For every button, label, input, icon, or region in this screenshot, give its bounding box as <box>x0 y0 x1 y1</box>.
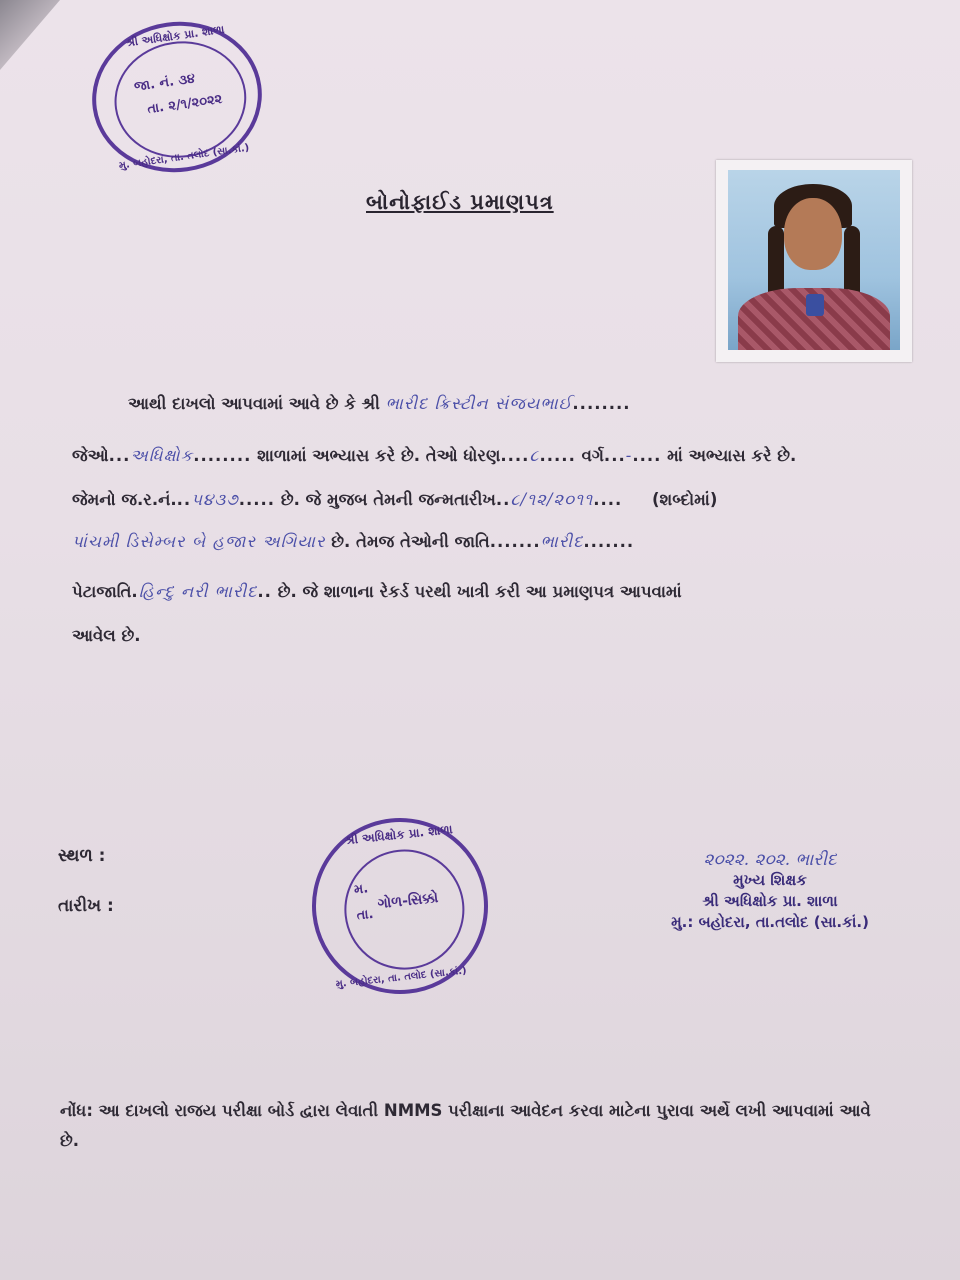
standard-value: ૮ <box>529 446 540 465</box>
text-l1-prefix: આથી દાખલો આપવામાં આવે છે કે શ્રી <box>128 394 380 413</box>
body-line-4: પાંચમી ડિસેમ્બર બે હજાર અગિયાર છે. તેમજ તેઓની જાતિ.......ભારીદ....... <box>72 532 635 551</box>
caste-value: ભારીદ <box>540 532 584 551</box>
division-value: - <box>625 446 633 465</box>
text-l5-a: પેટાજાતિ <box>72 582 132 601</box>
stamp-center-a: મ. <box>353 881 369 898</box>
text-l2-d: માં અભ્યાસ કરે છે. <box>667 446 797 465</box>
register-number: ૫૪૩૭ <box>191 490 239 509</box>
text-l3-b: છે. જે મુજબ તેમની જન્મતારીખ <box>280 490 496 509</box>
signature-block <box>640 850 900 933</box>
school-name: અધિક્ષોક <box>130 446 194 465</box>
text-l2-a: જેઓ <box>72 446 109 465</box>
stamp-ring-bottom: મુ. બહોદરા, તા. તલોદ (સા.કાં.) <box>335 965 468 991</box>
text-l2-b: શાળામાં અભ્યાસ કરે છે. તેઓ ધોરણ <box>257 446 501 465</box>
place-label: સ્થળ : <box>58 846 106 866</box>
text-l6: આવેલ છે. <box>72 626 141 645</box>
stamp-ring-bottom: મુ. બહોદરા, તા. તલોદ (સા.કાં.) <box>118 142 250 172</box>
text-l4-b: છે. તેમજ તેઓની જાતિ <box>331 532 490 551</box>
stamp-date: તા. ૨/૧/૨૦૨૨ <box>146 91 224 118</box>
stamp-center-c: ગોળ-સિક્કો <box>376 890 440 913</box>
signature-address: મુ.: બહોદરા, તા.તલોદ (સા.કાં.) <box>671 913 869 931</box>
text-l3-a: જેમનો જ.ર.નં. <box>72 490 177 509</box>
handwritten-signature: ૨૦૨૨. ૨૦૨. ભારીદ <box>703 850 837 870</box>
body-line-1: આથી દાખલો આપવામાં આવે છે કે શ્રી ભારીદ ક્રિસ્ટીન સંજયભાઈ........ <box>128 394 631 413</box>
body-line-6 <box>72 626 912 646</box>
signature-role: મુખ્ય શિક્ષક <box>733 871 807 889</box>
stamp-ring-text: શ્રી અધિક્ષોક પ્રા. શાળા <box>125 22 226 50</box>
signature-school: શ્રી અધિક્ષોક પ્રા. શાળા <box>702 892 838 910</box>
student-photo <box>716 160 912 362</box>
stamp-number: જા. નં. ૩૪ <box>133 71 197 95</box>
subcaste-value: હિન્દુ નરી ભારીદ <box>138 582 258 601</box>
text-l5-b: છે. જે શાળાના રેકર્ડ પરથી ખાત્રી કરી આ પ્રમાણપત્ર આપવામાં <box>277 582 682 601</box>
birth-date: ૮/૧૨/૨૦૧૧ <box>510 490 594 509</box>
stamp-center-b: તા. <box>356 906 375 924</box>
body-line-2: જેઓ...અધિક્ષોક........ શાળામાં અભ્યાસ કરે છે. તેઓ ધોરણ....૮..... વર્ગ...-.... માં અભ્યાસ કરે છે. <box>72 446 797 465</box>
date-label: તારીખ : <box>58 896 114 916</box>
text-l2-c: વર્ગ <box>581 446 604 465</box>
certificate-title: બોનોફાઈડ પ્રમાણપત્ર <box>366 190 554 214</box>
paper-corner-shadow <box>0 0 60 70</box>
text-l3-c: (શબ્દોમાં) <box>652 490 718 509</box>
student-name: ભારીદ ક્રિસ્ટીન સંજયભાઈ <box>385 394 573 413</box>
stamp-ring-text: શ્રી અધિક્ષોક પ્રા. શાળા <box>344 822 454 848</box>
school-stamp-bottom <box>303 809 496 1002</box>
footer-note: નોંધ: આ દાખલો રાજય પરીક્ષા બોર્ડ દ્વારા લેવાતી NMMS પરીક્ષાના આવેદન કરવા માટેના પુરાવા અર્થે લખી આપવામાં આવે છે. <box>60 1101 871 1150</box>
body-line-3: જેમનો જ.ર.નં...૫૪૩૭..... છે. જે મુજબ તેમની જન્મતારીખ..૮/૧૨/૨૦૧૧.... (શબ્દોમાં) <box>72 490 718 509</box>
birth-date-words: પાંચમી ડિસેમ્બર બે હજાર અગિયાર <box>72 532 326 551</box>
school-stamp-top <box>82 11 271 183</box>
body-line-5: પેટાજાતિ.હિન્દુ નરી ભારીદ.. છે. જે શાળાના રેકર્ડ પરથી ખાત્રી કરી આ પ્રમાણપત્ર આપવામાં <box>72 582 682 601</box>
